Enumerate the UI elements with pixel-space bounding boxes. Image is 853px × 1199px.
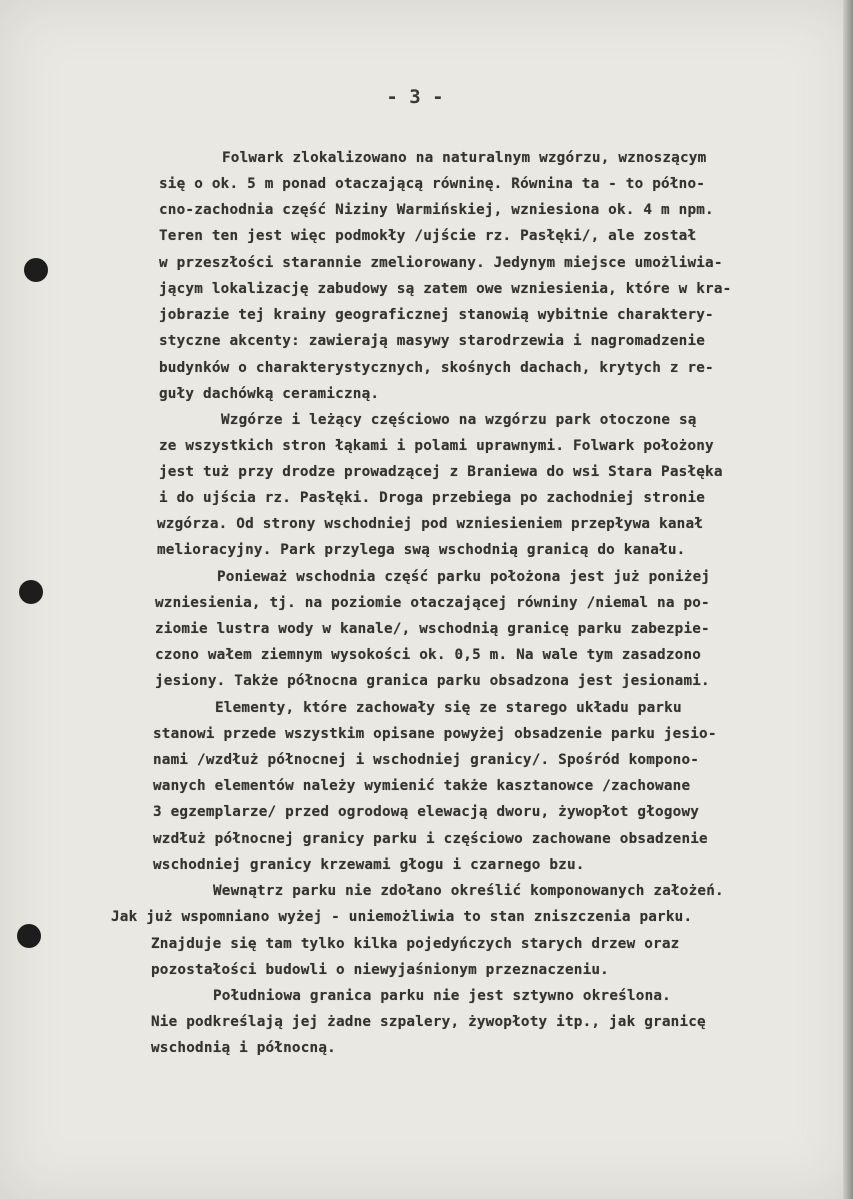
text-line: ziomie lustra wody w kanale/, wschodnią granicę parku zabezpie- bbox=[155, 621, 710, 637]
text-line: Wewnątrz parku nie zdołano określić komponowanych założeń. bbox=[213, 883, 724, 899]
text-line: Jak już wspomniano wyżej - uniemożliwia to stan zniszczenia parku. bbox=[111, 909, 693, 925]
text-line: w przeszłości starannie zmeliorowany. Jedynym miejsce umożliwia- bbox=[159, 255, 723, 271]
text-line: stanowi przede wszystkim opisane powyżej obsadzenie parku jesio- bbox=[153, 726, 717, 742]
text-line: guły dachówką ceramiczną. bbox=[159, 386, 380, 402]
page-edge bbox=[843, 0, 853, 1199]
text-line: czono wałem ziemnym wysokości ok. 0,5 m. Na wale tym zasadzono bbox=[155, 647, 702, 663]
text-line: Wzgórze i leżący częściowo na wzgórzu park otoczone są bbox=[221, 412, 697, 428]
text-line: jesiony. Także północna granica parku obsadzona jest jesionami. bbox=[155, 673, 710, 689]
text-line: wschodnią i północną. bbox=[151, 1040, 336, 1056]
text-line: wzdłuż północnej granicy parku i częściowo zachowane obsadzenie bbox=[153, 831, 708, 847]
punch-hole bbox=[19, 580, 43, 604]
text-line: Nie podkreślają jej żadne szpalery, żywopłoty itp., jak granicę bbox=[151, 1014, 706, 1030]
text-line: melioracyjny. Park przylega swą wschodnią granicą do kanału. bbox=[157, 542, 686, 558]
text-line: i do ujścia rz. Pasłęki. Droga przebiega po zachodniej stronie bbox=[159, 490, 706, 506]
text-line: się o ok. 5 m ponad otaczającą równinę. Równina ta - to półno- bbox=[159, 176, 706, 192]
text-line: Teren ten jest więc podmokły /ujście rz. Pasłęki/, ale został bbox=[159, 228, 697, 244]
text-line: Elementy, które zachowały się ze starego układu parku bbox=[215, 700, 682, 716]
text-line: wzgórza. Od strony wschodniej pod wzniesieniem przepływa kanał bbox=[157, 516, 704, 532]
text-line: wschodniej granicy krzewami głogu i czarnego bzu. bbox=[153, 857, 585, 873]
text-line: wzniesienia, tj. na poziomie otaczającej równiny /niemal na po- bbox=[155, 595, 710, 611]
text-line: Południowa granica parku nie jest sztywno określona. bbox=[213, 988, 671, 1004]
text-line: wanych elementów należy wymienić także kasztanowce /zachowane bbox=[153, 778, 691, 794]
punch-hole bbox=[24, 258, 48, 282]
text-line: styczne akcenty: zawierają masywy starodrzewia i nagromadzenie bbox=[159, 333, 706, 349]
text-line: Folwark zlokalizowano na naturalnym wzgórzu, wznoszącym bbox=[222, 150, 707, 166]
text-line: jącym lokalizację zabudowy są zatem owe wzniesienia, które w kra- bbox=[159, 281, 732, 297]
text-line: 3 egzemplarze/ przed ogrodową elewacją dworu, żywopłot głogowy bbox=[153, 804, 700, 820]
text-line: Ponieważ wschodnia część parku położona jest już poniżej bbox=[217, 569, 711, 585]
text-line: cno-zachodnia część Niziny Warmińskiej, wzniesiona ok. 4 m npm. bbox=[159, 202, 714, 218]
text-line: jest tuż przy drodze prowadzącej z Braniewa do wsi Stara Pasłęka bbox=[159, 464, 723, 480]
text-line: jobrazie tej krainy geograficznej stanowią wybitnie charaktery- bbox=[159, 307, 714, 323]
punch-hole bbox=[17, 924, 41, 948]
text-line: Znajduje się tam tylko kilka pojedyńczych starych drzew oraz bbox=[151, 936, 680, 952]
text-line: pozostałości budowli o niewyjaśnionym przeznaczeniu. bbox=[151, 962, 609, 978]
page-number: - 3 - bbox=[386, 86, 444, 108]
text-line: nami /wzdłuż północnej i wschodniej granicy/. Spośród kompono- bbox=[153, 752, 700, 768]
text-line: ze wszystkich stron łąkami i polami uprawnymi. Folwark położony bbox=[159, 438, 714, 454]
text-line: budynków o charakterystycznych, skośnych dachach, krytych z re- bbox=[159, 360, 714, 376]
